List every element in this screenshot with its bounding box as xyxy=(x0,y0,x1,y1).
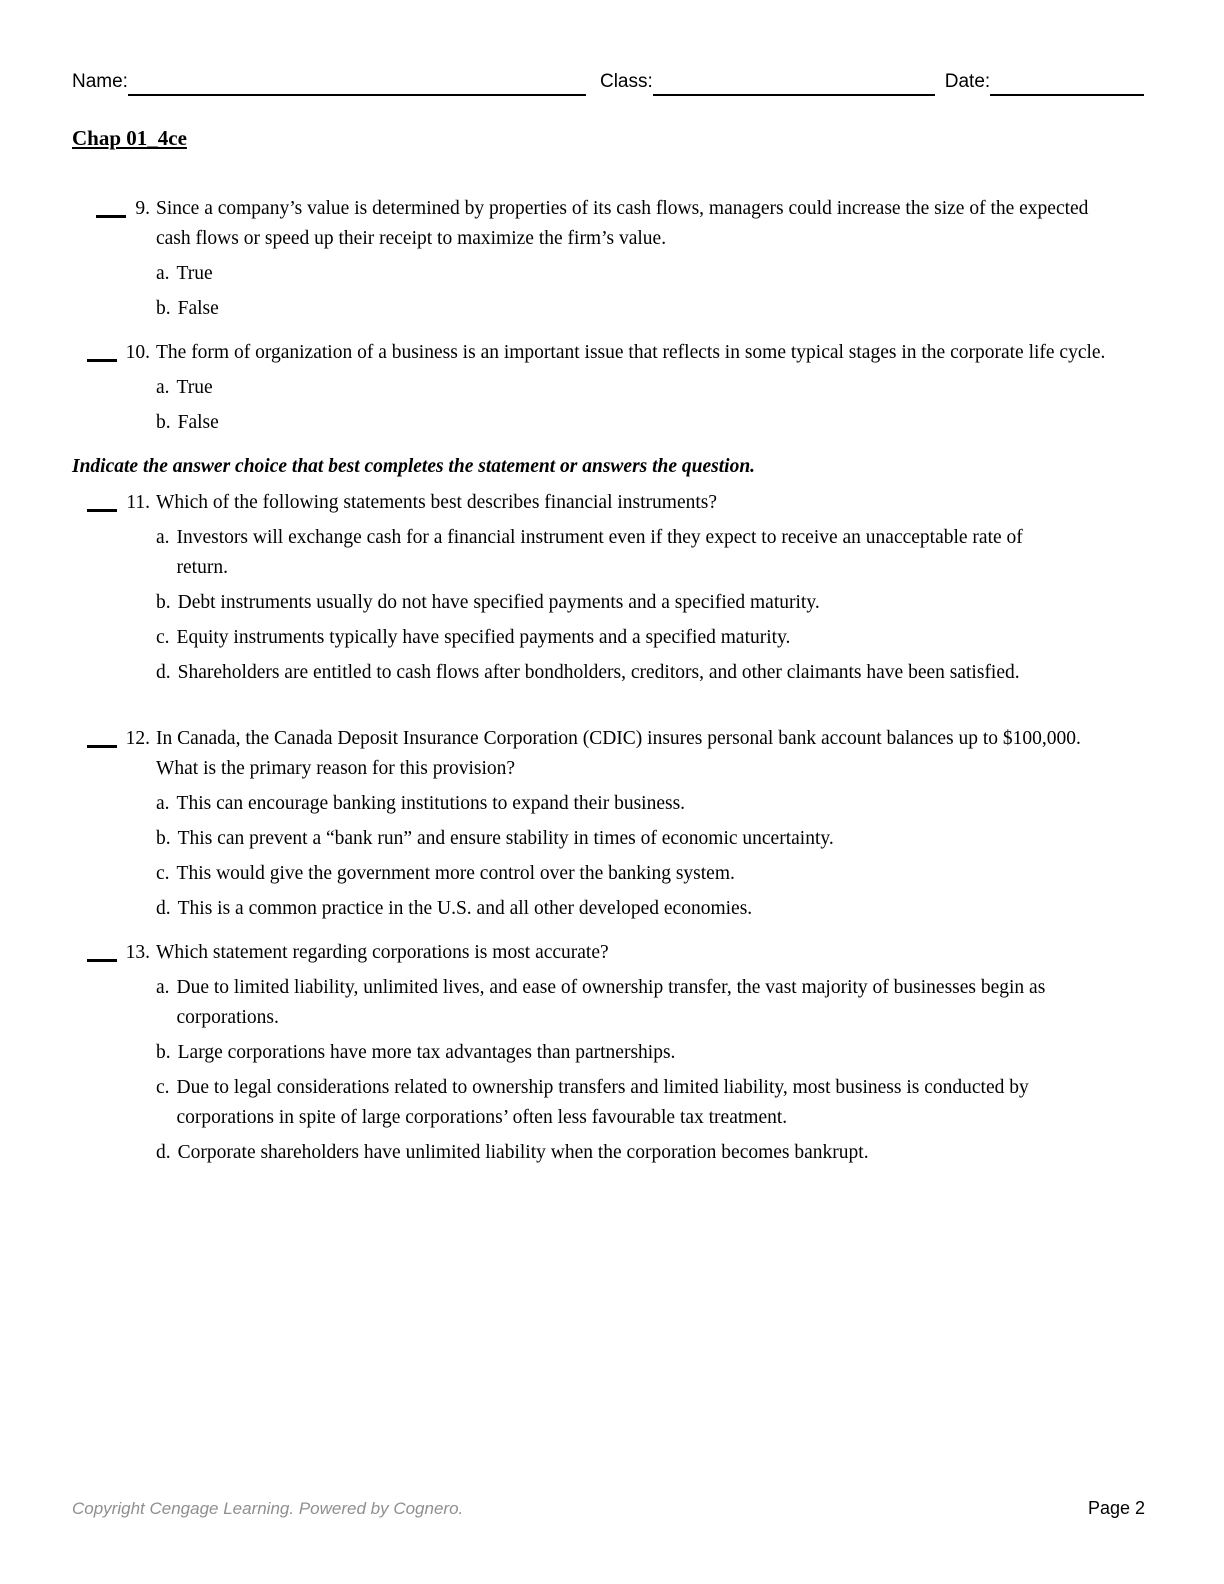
question-text: Which statement regarding corporations is most accurate? xyxy=(156,942,609,963)
option-text: True xyxy=(176,263,213,284)
option-letter: b. xyxy=(156,1042,171,1063)
copyright-text: Copyright Cengage Learning. Powered by Cognero. xyxy=(72,1499,464,1518)
option-letter: b. xyxy=(156,592,171,613)
option-text: Investors will exchange cash for a financial instrument even if they expect to receive an unacceptable rate of return. xyxy=(176,527,1023,578)
answer-option-c xyxy=(156,623,1224,653)
answer-option-b xyxy=(156,588,1224,618)
answer-option-d xyxy=(156,894,1224,924)
question-number: 12. xyxy=(125,728,150,749)
question-number: 13. xyxy=(125,942,150,963)
option-text: Due to legal considerations related to ownership transfers and limited liability, most business is conducted by corporations in spite of large corporations’ often less favourable tax treatment. xyxy=(176,1077,1029,1128)
option-letter: c. xyxy=(156,627,170,648)
option-text: This can prevent a “bank run” and ensure stability in times of economic uncertainty. xyxy=(177,828,834,849)
option-text: This can encourage banking institutions to expand their business. xyxy=(176,793,686,814)
question-list xyxy=(0,194,1224,1182)
option-letter: b. xyxy=(156,412,171,433)
question-gutter xyxy=(0,488,150,688)
option-text: Debt instruments usually do not have specified payments and a specified maturity. xyxy=(177,592,820,613)
answer-option-a xyxy=(156,373,1224,403)
option-letter: a. xyxy=(156,377,170,398)
answer-blank[interactable] xyxy=(87,938,117,962)
option-letter: d. xyxy=(156,1142,171,1163)
answer-option-a xyxy=(156,789,1224,819)
question-12 xyxy=(0,724,1224,924)
date-blank-line[interactable] xyxy=(990,70,1144,96)
question-number: 9. xyxy=(135,198,150,219)
option-text: False xyxy=(177,412,219,433)
answer-blank[interactable] xyxy=(87,724,117,748)
page-title: Chap 01_4ce xyxy=(72,126,187,150)
answer-option-c xyxy=(156,859,1224,889)
option-letter: c. xyxy=(156,1077,170,1098)
question-gutter xyxy=(0,724,150,924)
answer-option-a xyxy=(156,523,1224,583)
question-9 xyxy=(0,194,1224,324)
option-letter: a. xyxy=(156,793,170,814)
answer-blank[interactable] xyxy=(87,488,117,512)
option-letter: a. xyxy=(156,977,170,998)
class-label: Class: xyxy=(599,71,653,92)
option-text: Shareholders are entitled to cash flows after bondholders, creditors, and other claimants have been satisfied. xyxy=(177,662,1020,683)
answer-option-b xyxy=(156,408,1224,438)
question-number: 11. xyxy=(126,492,150,513)
name-label: Name: xyxy=(72,71,128,92)
option-text: Equity instruments typically have specified payments and a specified maturity. xyxy=(176,627,791,648)
option-letter: c. xyxy=(156,863,170,884)
option-text: False xyxy=(177,298,219,319)
option-text: Due to limited liability, unlimited lives, and ease of ownership transfer, the vast majority of businesses begin as corporations. xyxy=(176,977,1046,1028)
option-letter: d. xyxy=(156,662,171,683)
answer-option-c xyxy=(156,1073,1224,1133)
question-gutter xyxy=(0,194,150,324)
question-13 xyxy=(0,938,1224,1168)
option-text: True xyxy=(176,377,213,398)
answer-option-d xyxy=(156,1138,1224,1168)
option-text: This is a common practice in the U.S. and all other developed economies. xyxy=(177,898,753,919)
answer-option-a xyxy=(156,973,1224,1033)
option-letter: b. xyxy=(156,828,171,849)
option-letter: a. xyxy=(156,527,170,548)
answer-option-d xyxy=(156,658,1224,688)
option-text: This would give the government more control over the banking system. xyxy=(176,863,735,884)
answer-option-a xyxy=(156,259,1224,289)
question-10 xyxy=(0,338,1224,438)
answer-option-b xyxy=(156,1038,1224,1068)
option-letter: b. xyxy=(156,298,171,319)
option-text: Corporate shareholders have unlimited liability when the corporation becomes bankrupt. xyxy=(177,1142,869,1163)
answer-blank[interactable] xyxy=(87,338,117,362)
question-gutter xyxy=(0,938,150,1168)
question-gutter xyxy=(0,338,150,438)
page-header xyxy=(72,70,1144,96)
question-text: The form of organization of a business is an important issue that reflects in some typical stages in the corporate life cycle. xyxy=(156,342,1106,363)
answer-option-b xyxy=(156,294,1224,324)
option-text: Large corporations have more tax advantages than partnerships. xyxy=(177,1042,676,1063)
date-label: Date: xyxy=(944,71,991,92)
option-letter: d. xyxy=(156,898,171,919)
page-number: Page 2 xyxy=(1087,1498,1145,1518)
page-footer xyxy=(72,1498,1145,1519)
question-text: Since a company’s value is determined by properties of its cash flows, managers could increase the size of the expected cash flows or speed up their receipt to maximize the firm’s value. xyxy=(156,198,1089,249)
option-letter: a. xyxy=(156,263,170,284)
section-instruction: Indicate the answer choice that best completes the statement or answers the question. xyxy=(72,456,756,477)
question-11 xyxy=(0,488,1224,688)
question-number: 10. xyxy=(125,342,150,363)
name-blank-line[interactable] xyxy=(128,70,586,96)
answer-blank[interactable] xyxy=(96,194,126,218)
class-blank-line[interactable] xyxy=(653,70,935,96)
answer-option-b xyxy=(156,824,1224,854)
question-text: In Canada, the Canada Deposit Insurance Corporation (CDIC) insures personal bank account balances up to $100,000. What is the primary reason for this provision? xyxy=(156,728,1081,779)
question-text: Which of the following statements best describes financial instruments? xyxy=(156,492,718,513)
